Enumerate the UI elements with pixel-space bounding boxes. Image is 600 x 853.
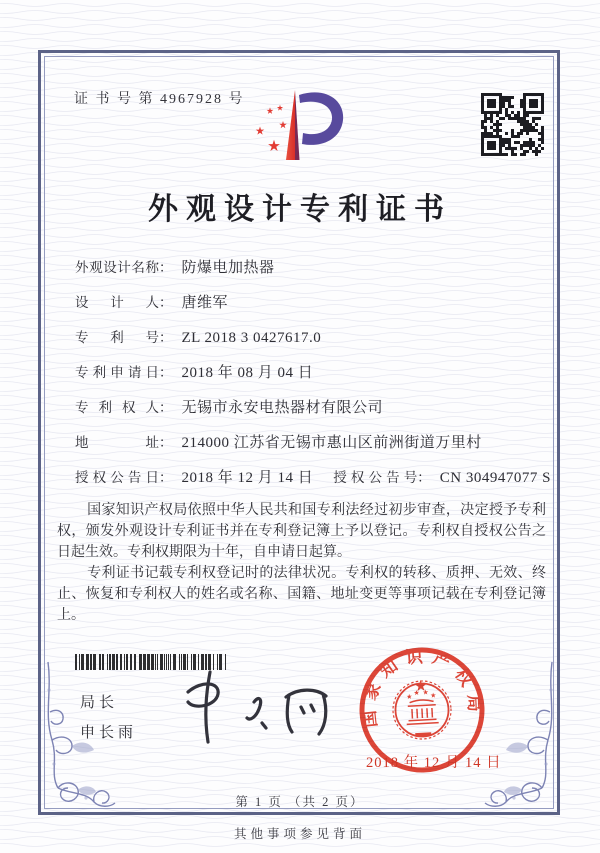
legal-paragraph-2: 专利证书记载专利权登记时的法律状况。专利权的转移、质押、无效、终止、恢复和专利权人的姓名或名称、国籍、地址变更等事项记载在专利登记簿上。 [57,566,546,623]
field-grant-date [75,466,551,501]
field-colon: ： [159,400,173,415]
seal-date: 2018 年 12 月 14 日 [366,755,502,771]
corner-ornament-right-icon [483,660,558,810]
field-colon: ： [159,365,173,380]
field-value: 214000 江苏省无锡市惠山区前洲街道万里村 [181,435,482,451]
field-address [75,431,551,466]
legal-text [57,500,546,626]
director-block [80,688,137,748]
logo-p-shape [299,92,343,145]
field-designer [75,291,551,326]
field-value: 无锡市永安电热器材有限公司 [181,400,384,416]
page-number: 第 1 页 （共 2 页） [235,795,365,809]
field-grant-number [333,466,551,487]
field-colon: ： [159,435,173,450]
seal-national-emblem [391,678,452,740]
field-label: 授权公告日 [75,470,159,485]
field-colon: ： [159,330,173,345]
field-patent-number [75,326,551,361]
logo-wedge-shadow [295,90,300,160]
field-value: CN 304947077 S [439,470,551,486]
director-signature [158,666,348,748]
field-filing-date [75,361,551,396]
field-colon: ： [417,470,431,485]
field-value: ZL 2018 3 0427617.0 [181,330,322,346]
back-note: 其他事项参见背面 [233,827,366,841]
field-value: 唐维军 [181,295,229,311]
field-design-name [75,256,551,291]
field-label: 专利申请日 [75,365,159,380]
field-label: 授权公告号 [333,470,418,485]
cnipa-logo-icon [246,82,350,174]
field-value: 防爆电加热器 [181,260,275,276]
field-label: 设计人 [75,295,159,310]
field-label: 外观设计名称 [75,260,159,275]
field-label: 地址 [75,435,159,450]
certificate-number: 证 书 号 第 4967928 号 [74,92,245,107]
field-colon: ： [159,295,173,310]
field-value: 2018 年 12 月 14 日 [181,470,314,486]
seal-arc-text: 国家知识产权局 [359,646,485,729]
field-label: 专利号 [75,330,159,345]
logo-wedge [286,90,295,160]
field-colon: ： [159,260,173,275]
field-label: 专利权人 [75,400,159,415]
qr-code [481,93,544,156]
field-list [75,256,551,501]
director-title: 局长 [80,695,119,711]
certificate-title: 外观设计专利证书 [148,193,452,226]
field-value: 2018 年 08 月 04 日 [181,365,314,381]
legal-paragraph-1: 国家知识产权局依照中华人民共和国专利法经过初步审查，决定授予专利权，颁发外观设计专利证书并在专利登记簿上予以登记。专利权自授权公告之日起生效。专利权期限为十年，自申请日起算。 [57,503,546,560]
logo-stars [256,105,287,151]
field-colon: ： [159,470,173,485]
field-patentee [75,396,551,431]
director-name: 申长雨 [80,725,138,741]
